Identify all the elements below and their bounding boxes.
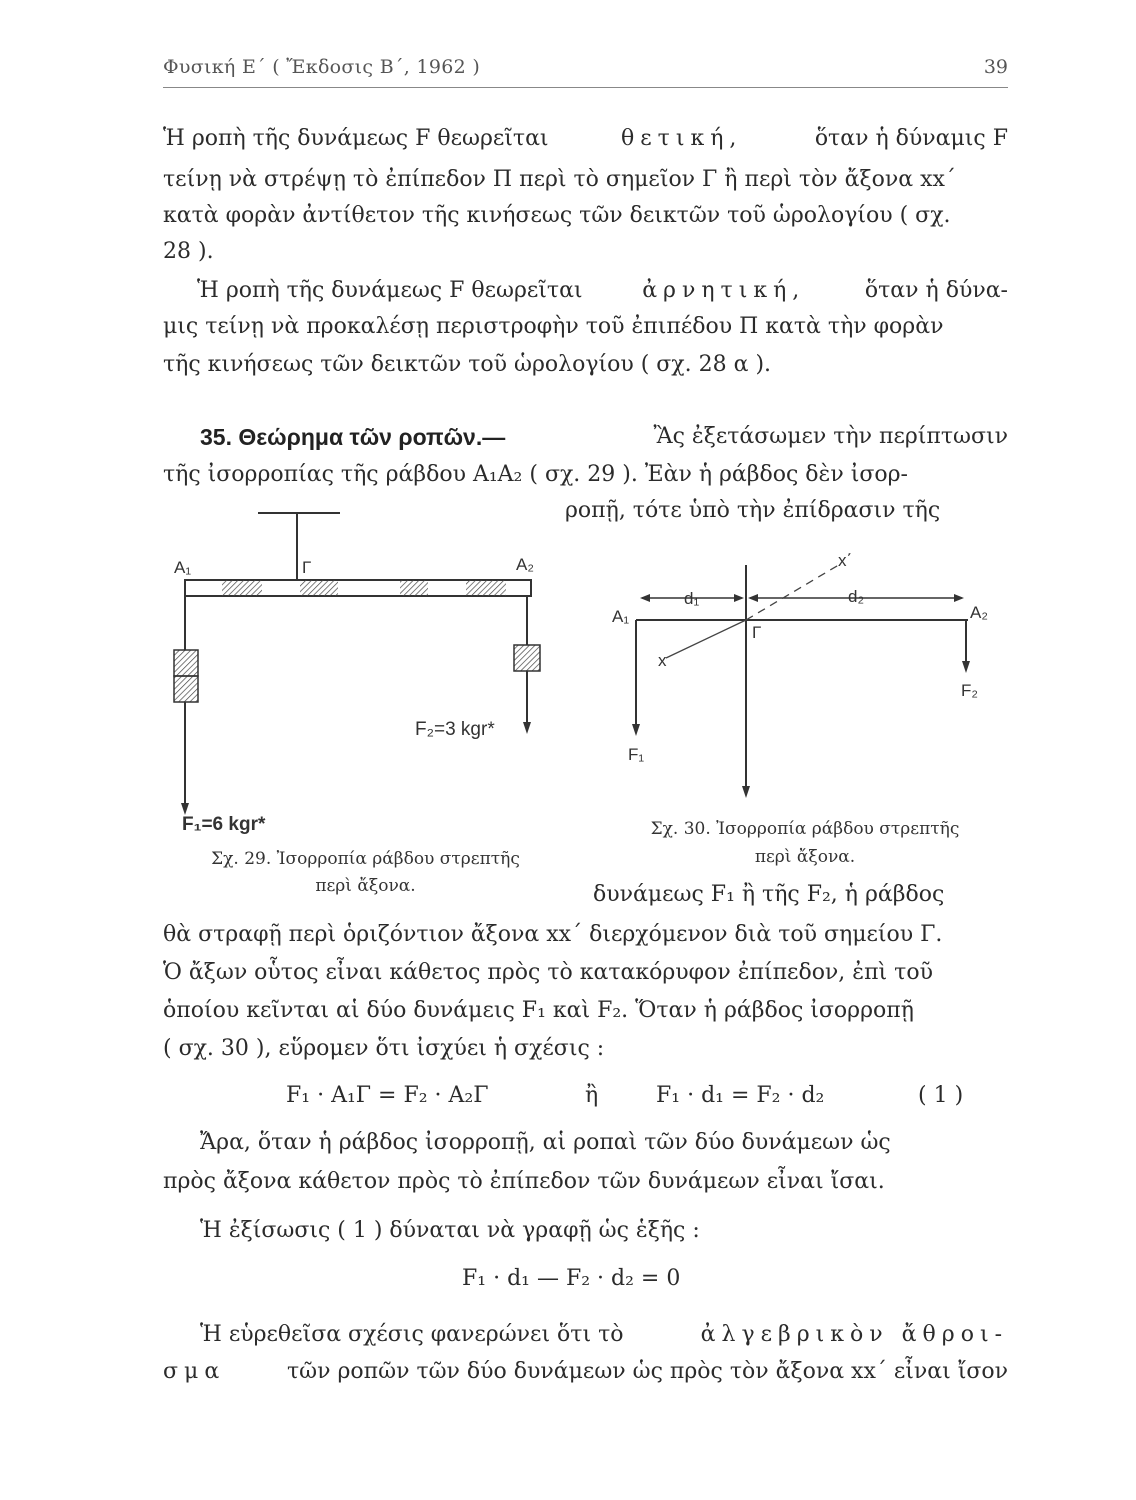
text-run: Ἡ ροπὴ τῆς δυνάμεως F θεωρεῖται (197, 278, 583, 303)
para3-line2 (163, 956, 1008, 990)
text-run: ὅταν ἡ δύνα- (864, 278, 1008, 303)
para6-line2 (163, 1355, 1008, 1389)
fig30-caption-line1: Σχ. 30. Ἰσορροπία ράβδου στρεπτῆς (650, 819, 960, 839)
page-number: 39 (983, 56, 1008, 78)
para4-line2: πρὸς ἄξονα κάθετον πρὸς τὸ ἐπίπεδον τῶν δυνάμεων εἶναι ἴσαι. (163, 1169, 885, 1194)
section-line2 (163, 458, 1008, 492)
f2-arrow-head (523, 722, 531, 734)
running-title: Φυσική Ε΄ ( Ἔκδοσις Β΄, 1962 ) (163, 56, 481, 78)
fig30-label-f1: F₁ (628, 745, 645, 764)
fig29-label-g: Γ (302, 558, 312, 577)
fig30-label-d2: d₂ (848, 587, 865, 606)
para2-line2 (163, 310, 1008, 344)
text-run: κατὰ φορὰν ἀντίθετον τῆς κινήσεως τῶν δεικτῶν τοῦ ὡρολογίου ( σχ. (163, 203, 951, 228)
text-run: Ἡ ροπὴ τῆς δυνάμεως F θεωρεῖται (163, 126, 549, 151)
para1-line3 (163, 199, 1008, 233)
right-weight (514, 645, 540, 671)
para1-line4: 28 ). (163, 239, 214, 264)
text-run: τείνῃ νὰ στρέψῃ τὸ ἐπίπεδον Π περὶ τὸ σημεῖον Γ ἢ περὶ τὸν ἄξονα xx΄ (163, 167, 956, 192)
d2-arrow-left (748, 594, 758, 602)
pivot-arrow-head (742, 786, 750, 798)
rod-hatch-1 (222, 580, 262, 596)
para4-line1 (200, 1126, 1008, 1160)
d1-arrow-left (640, 594, 650, 602)
rod-hatch-2 (300, 580, 338, 596)
fig30-label-a1: Α₁ (612, 607, 630, 626)
emphasis-positive: θετική, (621, 126, 743, 151)
para2-line3: τῆς κινήσεως τῶν δεικτῶν τοῦ ὡρολογίου ( σχ. 28 α ). (163, 352, 772, 377)
text-run: Ἡ εὑρεθεῖσα σχέσις φανερώνει ὅτι τὸ (200, 1322, 624, 1347)
equation1-or: ἢ (585, 1083, 599, 1108)
section-line3: ροπῇ, τότε ὑπὸ τὴν ἐπίδρασιν τῆς (565, 498, 941, 523)
d1-arrow-right (734, 594, 744, 602)
equation1-number: ( 1 ) (918, 1083, 964, 1108)
para1-line2 (163, 163, 1008, 197)
text-run: Ἂς ἐξετάσωμεν τὴν περίπτωσιν (653, 424, 1008, 449)
left-weight-1 (174, 650, 198, 676)
para6-line1 (200, 1318, 1008, 1352)
fig29-caption-line1: Σχ. 29. Ἰσορροπία ράβδου στρεπτῆς (211, 849, 520, 869)
text-run: ὅταν ἡ δύναμις F (814, 126, 1008, 151)
para3-line4: ( σχ. 30 ), εὕρομεν ὅτι ἰσχύει ἡ σχέσις : (163, 1036, 605, 1061)
fig30-label-x-bottom: x (658, 651, 667, 670)
f2-arrow-head (962, 661, 970, 673)
text-run: θὰ στραφῇ περὶ ὁριζόντιον ἄξονα xx΄ διερχόμενον διὰ τοῦ σημείου Γ. (163, 922, 943, 947)
fig30-label-x-top: x΄ (838, 551, 853, 570)
fig29-label-f1: F₁=6 kgr* (182, 814, 266, 835)
fig30-label-d1: d₁ (684, 589, 700, 608)
para2-line1 (163, 274, 1008, 308)
d2-arrow-right (954, 594, 964, 602)
text-run: τῆς ἰσορροπίας τῆς ράβδου Α₁Α₂ ( σχ. 29 ). Ἐὰν ἡ ράβδος δὲν ἰσορ- (163, 462, 908, 487)
figure-29 (160, 505, 560, 835)
rod-hatch-3 (400, 580, 428, 596)
section-heading-line (200, 420, 1008, 454)
section-line4: δυνάμεως F₁ ἢ τῆς F₂, ἡ ράβδος (593, 882, 945, 907)
rod-hatch-4 (466, 580, 506, 596)
fig29-label-f2: F₂=3 kgr* (415, 719, 495, 740)
fig30-label-g: Γ (752, 623, 762, 642)
figure-30 (600, 540, 1010, 805)
fig30-label-f2: F₂ (961, 681, 978, 700)
equation2: F₁ · d₁ — F₂ · d₂ = 0 (462, 1266, 681, 1291)
fig29-label-a2: Α₂ (516, 555, 534, 574)
text-run: μις τείνῃ νὰ προκαλέσῃ περιστροφὴν τοῦ ἐπιπέδου Π κατὰ τὴν φορὰν (163, 314, 944, 339)
text-run: Ὁ ἄξων οὗτος εἶναι κάθετος πρὸς τὸ κατακόρυφον ἐπίπεδον, ἐπὶ τοῦ (163, 960, 933, 985)
fig30-caption-line2: περὶ ἄξονα. (754, 847, 856, 867)
para5-line: Ἡ ἐξίσωσις ( 1 ) δύναται νὰ γραφῇ ὡς ἑξῆς : (200, 1218, 700, 1243)
axis-solid (666, 620, 746, 658)
text-run: Ἄρα, ὅταν ἡ ράβδος ἰσορροπῇ, αἱ ροπαὶ τῶν δύο δυνάμεων ὡς (200, 1130, 891, 1155)
text-run: τῶν ροπῶν τῶν δύο δυνάμεων ὡς πρὸς τὸν ἄξονα xx΄ εἶναι ἴσον (287, 1359, 1008, 1384)
left-weight-2 (174, 676, 198, 702)
para3-line1 (163, 918, 1008, 952)
fig30-label-a2: Α₂ (970, 603, 988, 622)
emphasis-negative: ἀρνητική, (642, 278, 806, 303)
section-heading: 35. Θεώρημα τῶν ροπῶν.— (200, 424, 506, 450)
running-header (163, 56, 1008, 86)
fig29-caption-line2: περὶ ἄξονα. (315, 876, 416, 896)
fig29-label-a1: Α₁ (174, 558, 192, 577)
para3-line3 (163, 994, 1008, 1028)
equation1-left: F₁ · Α₁Γ = F₂ · Α₂Γ (286, 1083, 489, 1108)
f1-arrow-head (632, 724, 640, 736)
axis-dashed (746, 563, 842, 620)
emphasis-sum-end: σμα (163, 1359, 226, 1384)
text-run: ὁποίου κεῖνται αἱ δύο δυνάμεις F₁ καὶ F₂. Ὅταν ἡ ράβδος ἰσορροπῇ (163, 998, 914, 1023)
para1-line1 (163, 122, 1008, 156)
header-rule (163, 87, 1008, 88)
emphasis-algebraic-sum: ἀλγεβρικὸν ἄθροι- (700, 1322, 1008, 1347)
equation1-right: F₁ · d₁ = F₂ · d₂ (656, 1083, 825, 1108)
